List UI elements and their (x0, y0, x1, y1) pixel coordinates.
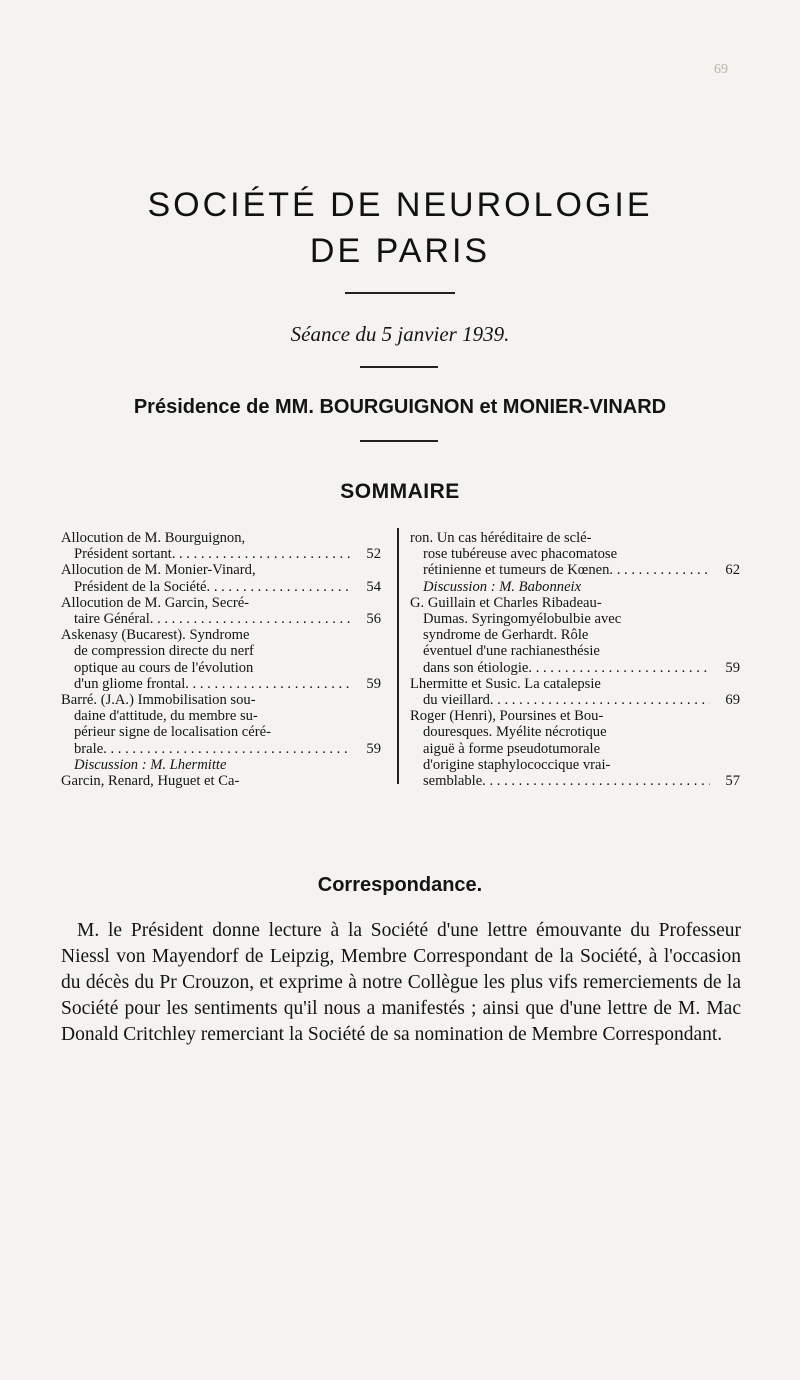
summary-entry-text: Allocution de M. Bourguignon, (61, 530, 246, 546)
summary-entry-text: Allocution de M. Garcin, Secré- (61, 594, 250, 611)
summary-entry-page: 52 (366, 546, 381, 563)
presidency-line: Présidence de MM. BOURGUIGNON et MONIER-VINARD (133, 396, 667, 418)
summary-entry (410, 579, 740, 595)
summary-entry-text: syndrome de Gerhardt. Rôle (423, 627, 589, 644)
summary-entry-text: Discussion : M. Babonneix (423, 578, 582, 595)
summary-entry-page: 62 (725, 562, 740, 579)
title-rule (345, 292, 455, 294)
summary-entry-text: taire Général (74, 611, 150, 628)
summary-entry-text: brale (74, 740, 104, 757)
summary-entry-text: optique au cours de l'évolution (74, 659, 254, 676)
correspondence-heading: Correspondance. (317, 874, 483, 896)
summary-entry-text: Garcin, Renard, Huguet et Ca- (61, 773, 240, 790)
summary-entry-text: Discussion : M. Lhermitte (74, 756, 227, 773)
summary-entry-page: 59 (725, 659, 740, 676)
summary-entry-text: d'un gliome frontal (74, 675, 186, 692)
summary-entry (61, 562, 381, 594)
society-title-line-1: SOCIÉTÉ DE NEUROLOGIE (147, 186, 653, 224)
summary-entry-text: du vieillard (423, 692, 490, 709)
summary-entry-text: Barré. (J.A.) Immobilisation sou- (61, 692, 256, 709)
page-number: 69 (714, 62, 728, 77)
summary-entry-text: Dumas. Syringomyélobulbie avec (423, 611, 622, 628)
summary-entry (61, 692, 381, 757)
summary-entry-text: dans son étiologie (423, 659, 529, 676)
summary-entry-text: aiguë à forme pseudotumorale (423, 740, 601, 757)
summary-entry-text: Lhermitte et Susic. La catalepsie (410, 675, 601, 692)
summary-entry-page: 69 (725, 692, 740, 709)
summary-left-column (61, 530, 381, 789)
column-divider (397, 528, 399, 784)
summary-heading: SOMMAIRE (340, 480, 460, 503)
summary-entry-page: 56 (366, 611, 381, 628)
summary-entry-text: Président sortant (74, 546, 172, 563)
summary-entry-text: périeur signe de localisation céré- (74, 724, 271, 741)
summary-entry-text: semblable (423, 773, 483, 790)
summary-entry-page: 57 (725, 773, 740, 790)
summary-entry (61, 627, 381, 692)
summary-entry-text: G. Guillain et Charles Ribadeau- (410, 594, 602, 611)
summary-entry-text: éventuel d'une rachianesthésie (423, 643, 600, 660)
summary-entry-text: Président de la Société (74, 578, 207, 595)
summary-entry-text: d'origine staphylococcique vrai- (423, 756, 611, 773)
summary-entry-page: 54 (366, 578, 381, 595)
summary-entry (410, 676, 740, 708)
session-rule (360, 366, 438, 368)
summary-entry (61, 757, 381, 773)
summary-entry-text: Askenasy (Bucarest). Syndrome (61, 627, 250, 644)
summary-entry-page: 59 (366, 740, 381, 757)
summary-entry-text: douresques. Myélite nécrotique (423, 724, 607, 741)
society-title-line-2: DE PARIS (309, 232, 491, 270)
summary-entry-text: de compression directe du nerf (74, 643, 254, 660)
presidency-rule (360, 440, 438, 442)
summary-entry (61, 595, 381, 627)
summary-entry (61, 773, 381, 789)
summary-entry (61, 530, 381, 562)
session-date: Séance du 5 janvier 1939. (290, 322, 510, 346)
summary-entry-text: ron. Un cas héréditaire de sclé- (410, 530, 592, 546)
summary-entry-text: rétinienne et tumeurs de Kœnen (423, 562, 610, 579)
summary-entry-text: rose tubéreuse avec phacomatose (423, 546, 618, 563)
summary-entry (410, 530, 740, 579)
summary-entry-text: Allocution de M. Monier-Vinard, (61, 562, 256, 579)
summary-entry (410, 708, 740, 789)
correspondence-paragraph: M. le Président donne lecture à la Société d'une lettre émouvante du Professeur Niessl von Mayendorf de Leipzig, Membre Correspondant de la Société, à l'occasion du décès du Pr Crouzon, et exprime à notre Collègue les plus vifs remerciements de la Société pour les sentiments qu'il nous a manifestés ; ainsi que d'une lettre de M. Mac Donald Critchley remerciant la Société de sa nomination de Membre Correspondant. (61, 920, 741, 1045)
summary-entry-page: 59 (366, 675, 381, 692)
summary-entry (410, 595, 740, 676)
summary-entry-text: Roger (Henri), Poursines et Bou- (410, 708, 604, 725)
summary-right-column (410, 530, 740, 789)
summary-entry-text: daine d'attitude, du membre su- (74, 708, 258, 725)
